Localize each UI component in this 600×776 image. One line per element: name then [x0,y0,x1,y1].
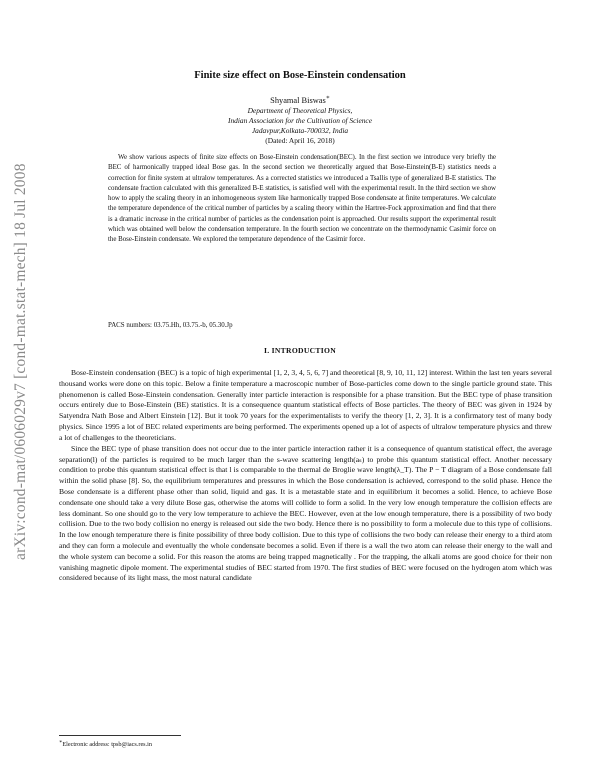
affiliation-department: Department of Theoretical Physics, [247,106,353,115]
paragraph: Since the BEC type of phase transition does not occur due to the inter particle interaction rather it is a consequence of quantum statistical effect, the average separation(l) of the particles is required to be much larger than the s-wave scattering length(aₛ) to probe this quantum statistical effect. Another necessary condition to probe this quantum statistical effect is that l is comparable to the thermal de Broglie wave length(λ_T). The P − T diagram of a Bose condensate fall within the solid phase [8]. So, the equilibrium temperatures and pressures in which the Bose condensation is achieved, correspond to the solid phase. Hence the Bose condensate is a different phase other than solid, liquid and gas. It is a metastable state and in equilibrium it becomes a solid. Hence, to achieve Bose condensate one should take a very dilute Bose gas, otherwise the atoms will collide to form a solid. In the very low enough temperature the collision effects are less dominant. So one should go to the very low temperature to achieve the BEC. However, even at the low enough temperature, there is a possibility of two body collision. Due to the two body collision no energy is released out side the two body. Hence there is no possibility to form a molecule due to this type of collisions. In the low enough temperature there is finite possibility of three body collision. Due to this type of collisions the two body can release their energy to a third atom and they can form a molecule and eventually the whole condensate becomes a solid. Even if there is a wall the two atom can release their energy to the wall and the whole system can become a solid. For this reason the atoms are being trapped magnetically . For the trapping, the alkali atoms are good choice for their non vanishing magnetic dipole moment. The experimental studies of BEC started from 1970. The first studies of BEC were focused on the hydrogen atom which was considered because of its light mass, the most natural candidate [59,443,552,583]
dated-line: (Dated: April 16, 2018) [265,136,335,145]
arxiv-identifier-stamp: arXiv:cond-mat/0606029v7 [cond-mat.stat-mech] 18 Jul 2008 [12,163,29,560]
footnote [59,739,152,748]
author-footnote-marker: ∗ [325,95,330,101]
author-line [0,94,600,105]
section-heading-introduction: I. INTRODUCTION [263,346,336,355]
footnote-marker: ∗ [59,740,63,745]
footnote-rule [59,735,181,736]
footnote-text: Electronic address: tpsb@iacs.res.in [62,741,152,749]
affiliation-address: Jadavpur,Kolkata-700032, India [251,126,349,135]
pacs-numbers: PACS numbers: 03.75.Hh, 03.75.-b, 05.30.Jp [108,322,233,329]
author-name: Shyamal Biswas [270,95,326,105]
introduction-body [59,368,552,584]
paper-title: Finite size effect on Bose-Einstein condensation [194,70,406,81]
abstract: We show various aspects of finite size effects on Bose-Einstein condensation(BEC). In the first section we introduce very briefly the BEC of harmonically trapped ideal Bose gas. In the second section we theoretically argued that Bose-Einstein(B-E) statistics needs a correction for finite system at ultralow temperatures. As a corrected statistics we introduced a Tsallis type of generalized B-E statistics. The condensate fraction calculated with this generalized B-E statistics, is satisfied well with the experimental result. In the third section we show how to apply the scaling theory in an inhomogeneous system like harmonically trapped Bose condensate at finite temperatures. We calculate the temperature dependence of the critical number of particles by a scaling theory within the Hartree-Fock approximation and find that there is a dramatic increase in the critical number of particles as the condensation point is approached. Our results support the experimental result which was obtained well below the condensation temperature. In the fourth section we concentrate on the thermodynamic Casimir force on the Bose-Einstein condensate. We explored the temperature dependence of the Casimir force. [108,154,496,244]
affiliation-institute: Indian Association for the Cultivation of Science [228,116,372,125]
paragraph: Bose-Einstein condensation (BEC) is a topic of high experimental [1, 2, 3, 4, 5, 6, 7] and theoretical [8, 9, 10, 11, 12] interest. Within the last ten years several thousand works were done on this topic. Below a finite temperature a macroscopic number of Bose-particles come down to the single particle ground state. This phenomenon is called Bose-Einstein condensation. Generally inter particle interaction is responsible for a phase transition. But the BEC type of phase transition occurs entirely due to Bose-Einstein (BE) statistics. It is a consequence quantum statistical effects of Bose particles. The theory of BEC was given in 1924 by Satyendra Nath Bose and Albert Einstein [12]. But it took 70 years for the experimentalists to verify the theory [1, 2, 3]. It is a confirmatory test of many body physics. Since 1995 a lot of BEC related experiments are being performed. The experiments opened up a lot of aspects of ultralow temperature physics and threw a lot of challenges to the theoreticians. [59,368,552,442]
